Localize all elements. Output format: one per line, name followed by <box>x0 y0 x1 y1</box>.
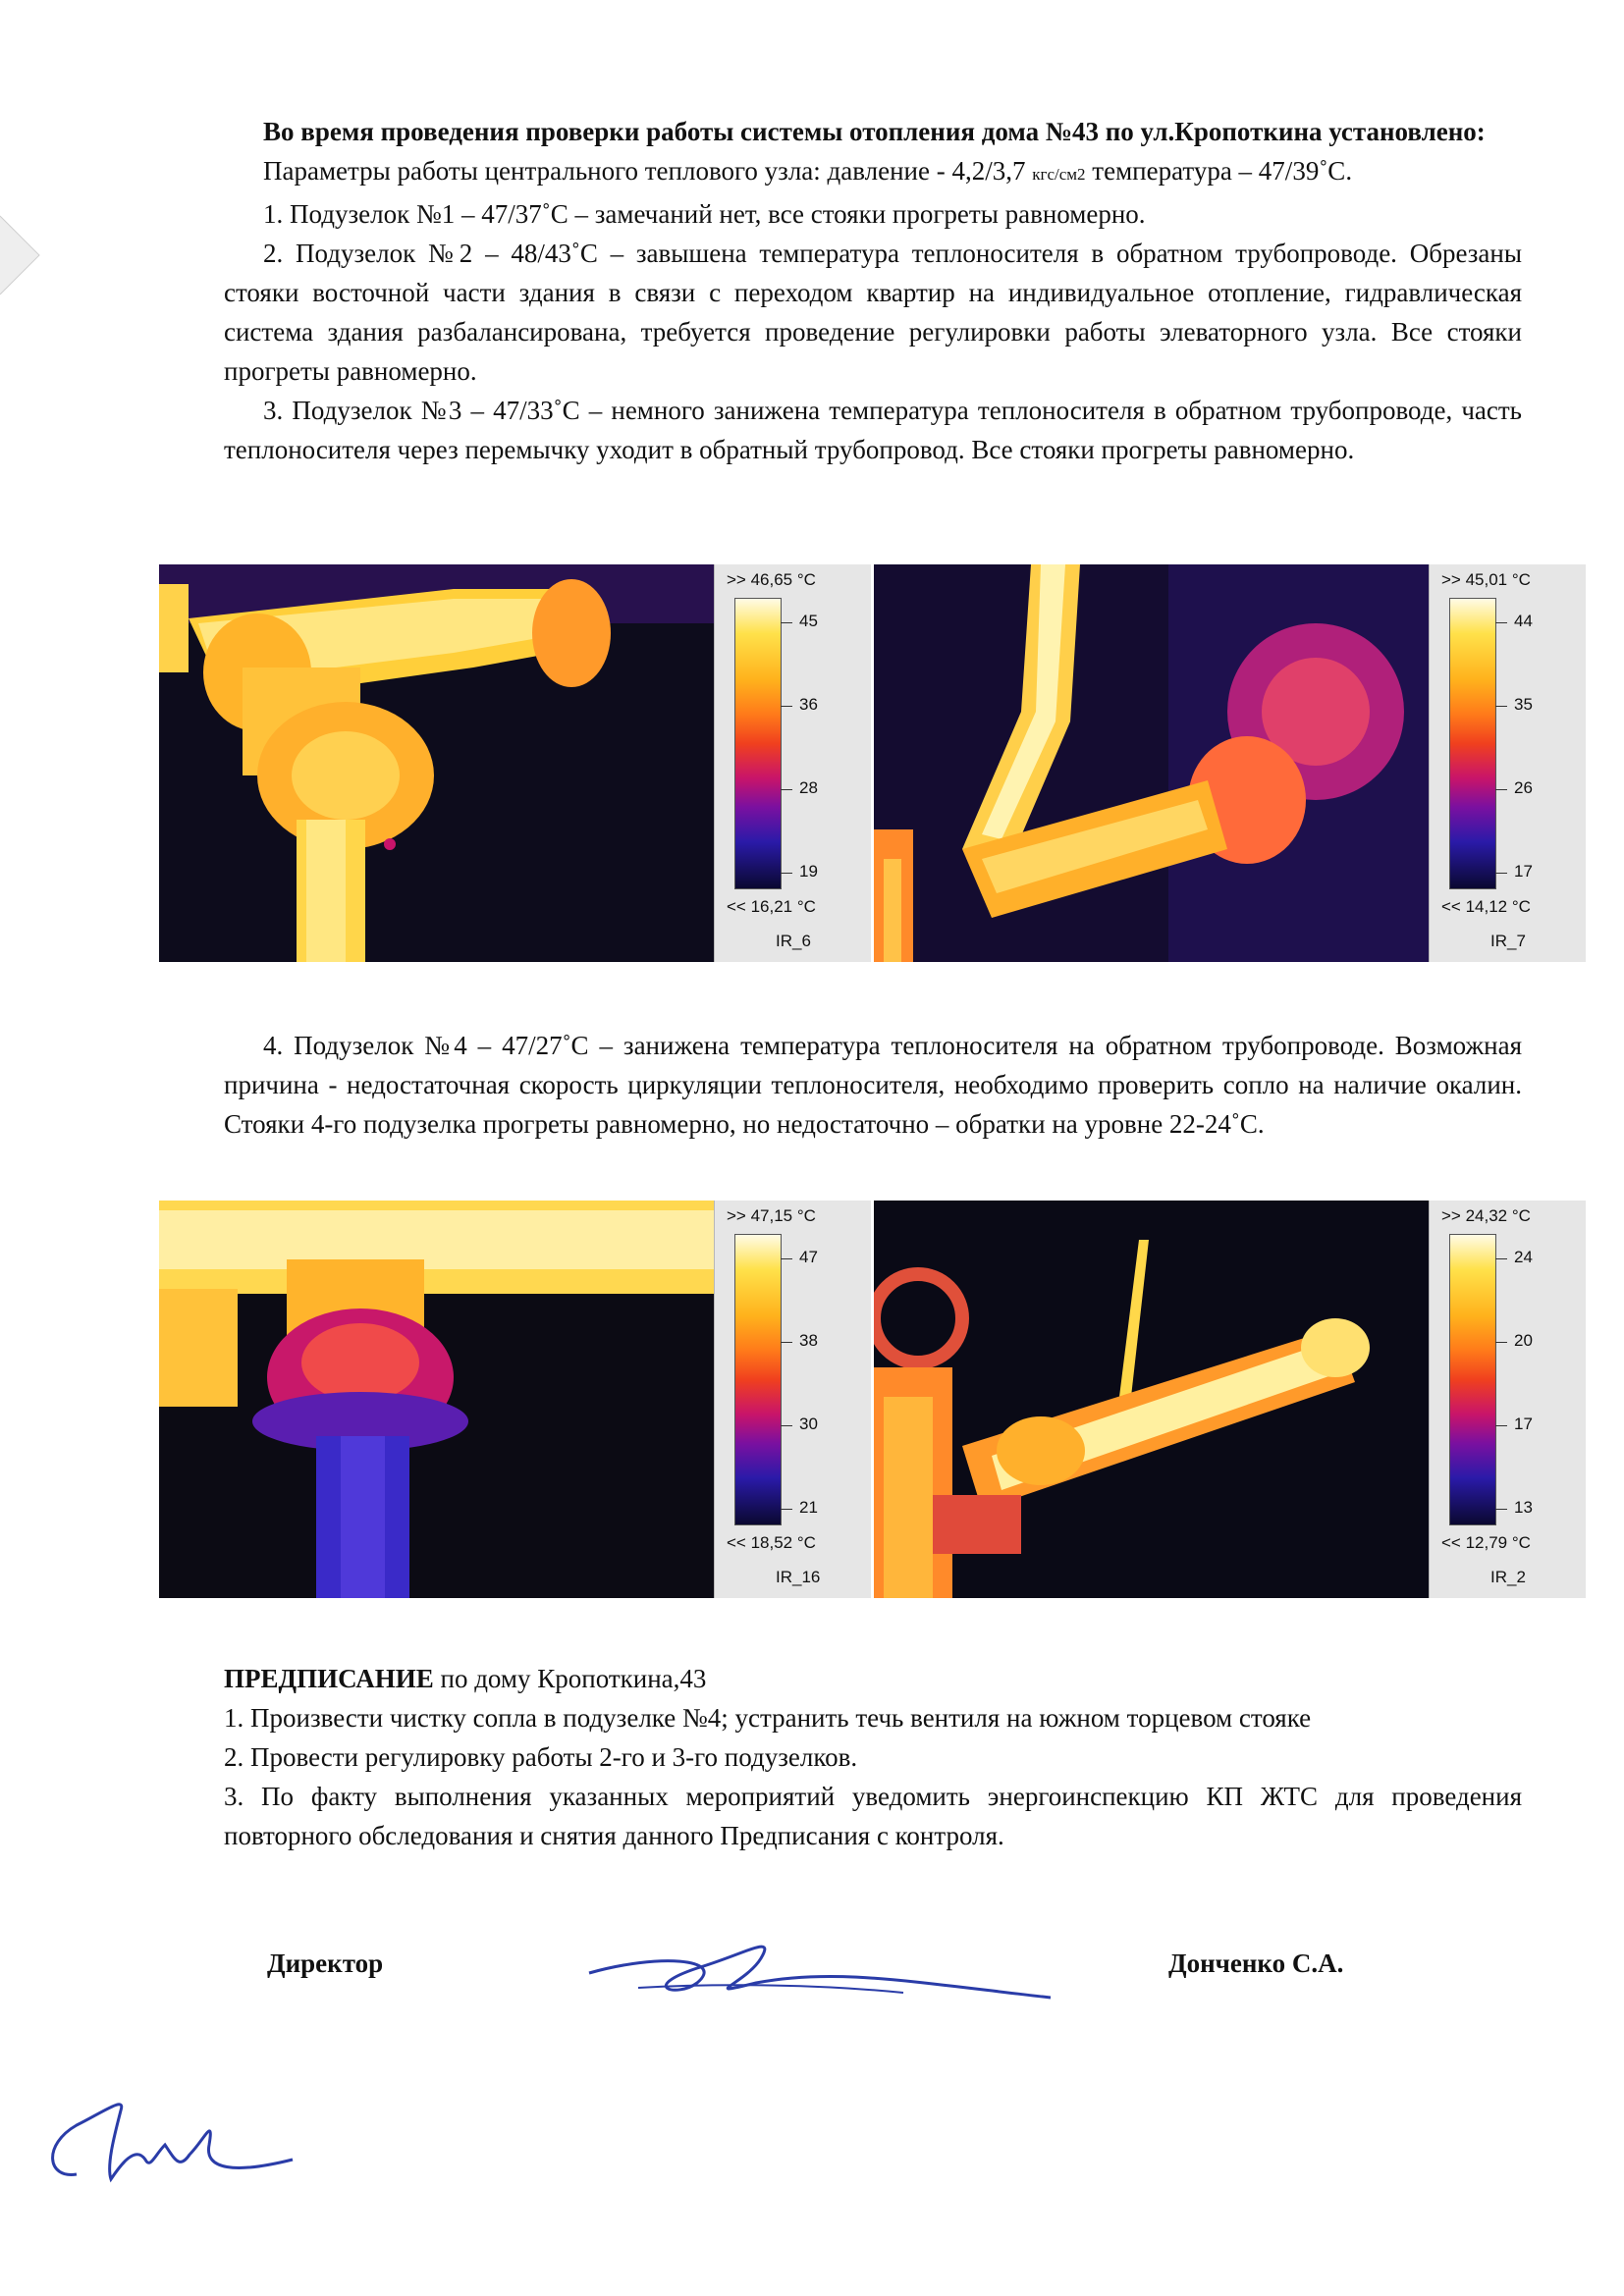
tick-label: 44 <box>1514 612 1533 630</box>
tick-label: 17 <box>1514 1415 1533 1433</box>
color-bar <box>734 598 782 889</box>
thermal-image <box>159 564 714 962</box>
scale-min: << 12,79 °C <box>1441 1533 1531 1552</box>
temperature-scale <box>1429 1201 1586 1598</box>
order-title: ПРЕДПИСАНИЕ по дому Кропоткина,43 <box>224 1664 707 1693</box>
image-label: IR_7 <box>1490 932 1526 950</box>
color-bar <box>734 1234 782 1525</box>
scale-max: >> 45,01 °C <box>1441 570 1531 589</box>
central-unit-params: Параметры работы центрального теплового узла: давление - 4,2/3,7 кгс/см2 температура – 47/39˚С. <box>263 156 1353 186</box>
scale-max: >> 47,15 °C <box>727 1206 816 1225</box>
order-line-1: 1. Произвести чистку сопла в подузелке №4; устранить течь вентиля на южном торцевом стояке <box>224 1703 1312 1733</box>
thermogram-ir-6 <box>159 564 871 962</box>
tick-label: 36 <box>799 695 818 714</box>
tick-label: 13 <box>1514 1498 1533 1517</box>
tick-label: 26 <box>1514 778 1533 797</box>
thermal-image <box>874 564 1429 962</box>
image-label: IR_16 <box>776 1568 821 1586</box>
item-3: 3. Подузелок №3 – 47/33˚С – немного занижена температура теплоносителя в обратном трубопроводе, часть теплоносителя через перемычку уходит в обратный трубопровод. Все стояки прогреты равномерно. <box>224 396 1522 464</box>
signatory-position: Директор <box>267 1949 384 1978</box>
thermogram-ir-2 <box>874 1201 1586 1598</box>
scale-min: << 18,52 °C <box>727 1533 816 1552</box>
tick-label: 21 <box>799 1498 818 1517</box>
tick-label: 19 <box>799 862 818 881</box>
color-bar <box>1449 1234 1496 1525</box>
tick-label: 35 <box>1514 695 1533 714</box>
color-bar <box>1449 598 1496 889</box>
director-signature <box>579 1914 1070 2022</box>
scale-min: << 14,12 °C <box>1441 897 1531 916</box>
tick-label: 38 <box>799 1331 818 1350</box>
thermal-image <box>159 1201 714 1598</box>
paper-crease-mark <box>0 0 196 324</box>
temperature-scale <box>1429 564 1586 962</box>
order-line-2: 2. Провести регулировку работы 2-го и 3-го подузелков. <box>224 1742 858 1772</box>
order-line-3: 3. По факту выполнения указанных мероприятий уведомить энергоинспекцию КП ЖТС для проведения повторного обследования и снятия данного Предписания с контроля. <box>224 1782 1522 1850</box>
item-1: 1. Подузелок №1 – 47/37˚С – замечаний нет, все стояки прогреты равномерно. <box>263 199 1146 229</box>
scale-min: << 16,21 °C <box>727 897 816 916</box>
intro-block <box>224 112 1522 469</box>
signatory-name: Донченко С.А. <box>1168 1949 1344 1978</box>
image-label: IR_6 <box>776 932 811 950</box>
thermogram-ir-7 <box>874 564 1586 962</box>
thermogram-ir-16 <box>159 1201 871 1598</box>
image-label: IR_2 <box>1490 1568 1526 1586</box>
tick-label: 28 <box>799 778 818 797</box>
scale-max: >> 24,32 °C <box>1441 1206 1531 1225</box>
tick-label: 30 <box>799 1415 818 1433</box>
intro-heading: Во время проведения проверки работы системы отопления дома №43 по ул.Кропоткина установлено: <box>263 117 1486 146</box>
tick-label: 45 <box>799 612 818 630</box>
tick-label: 17 <box>1514 862 1533 881</box>
section-4 <box>224 1026 1522 1144</box>
item-2: 2. Подузелок №2 – 48/43˚С – завышена температура теплоносителя в обратном трубопроводе. Обрезаны стояки восточной части здания в связи с переходом квартир на индивидуальное отопление, гидравлическая система здания разбалансирована, требуется проведение регулировки работы элеваторного узла. Все стояки прогреты равномерно. <box>224 239 1522 386</box>
item-4: 4. Подузелок №4 – 47/27˚С – занижена температура теплоносителя на обратном трубопроводе. Возможная причина - недостаточная скорость циркуляции теплоносителя, необходимо проверить сопло на наличие окалин. Стояки 4-го подузелка прогреты равномерно, но недостаточно – обратки на уровне 22-24˚С. <box>224 1031 1522 1139</box>
handwritten-initials <box>37 2086 322 2204</box>
temperature-scale <box>714 564 871 962</box>
scale-max: >> 46,65 °C <box>727 570 816 589</box>
tick-label: 24 <box>1514 1248 1533 1266</box>
tick-label: 47 <box>799 1248 818 1266</box>
thermal-image <box>874 1201 1429 1598</box>
temperature-scale <box>714 1201 871 1598</box>
tick-label: 20 <box>1514 1331 1533 1350</box>
order-block <box>224 1659 1522 1855</box>
